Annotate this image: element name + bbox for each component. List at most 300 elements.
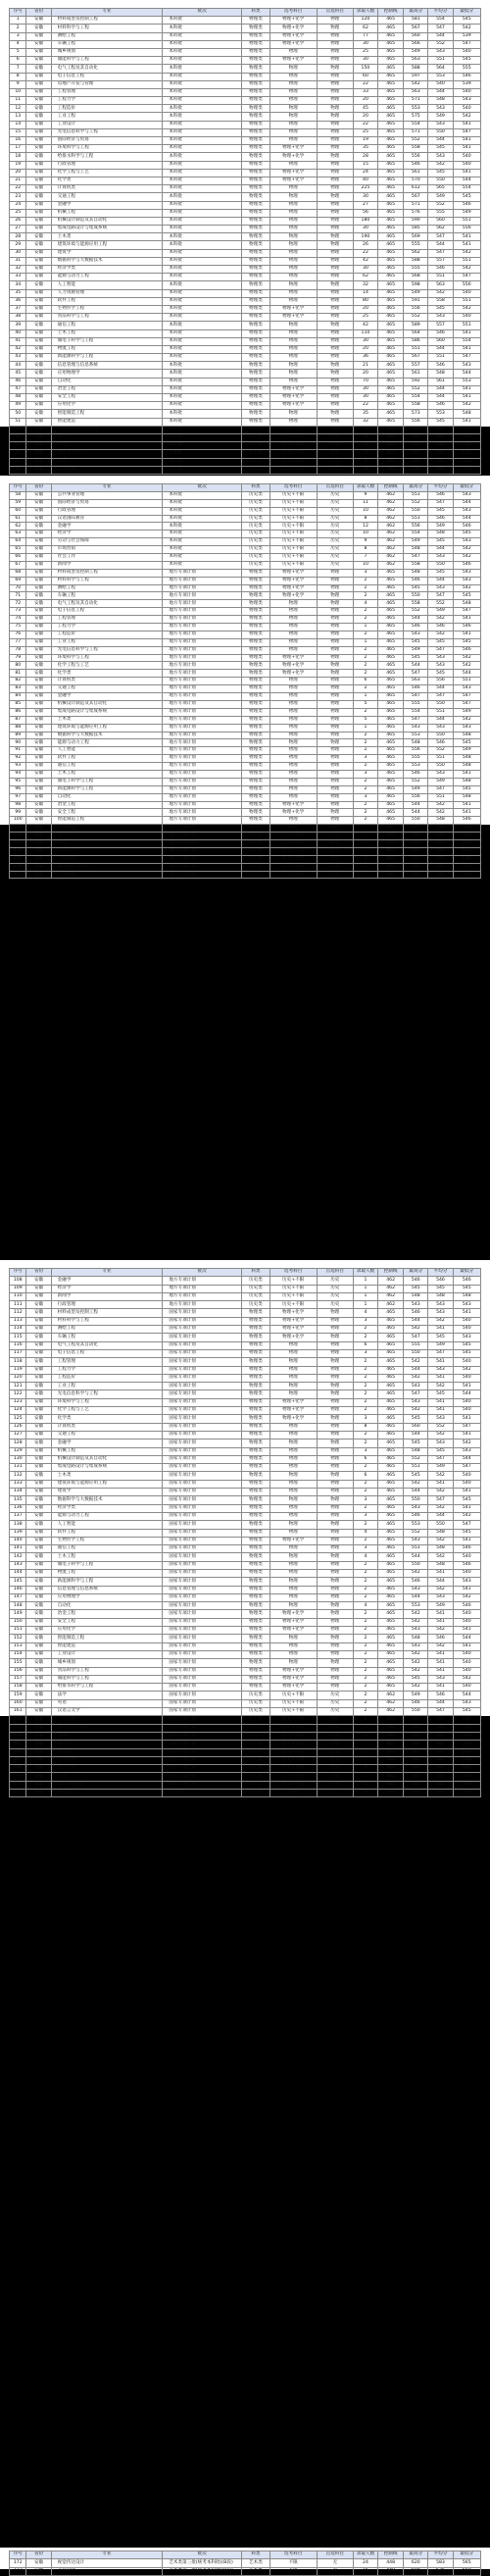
table-cell: 储能科学与工程: [51, 1675, 163, 1683]
table-cell: 76: [10, 631, 26, 638]
table-cell: 544: [404, 616, 428, 624]
table-cell: 物理类: [242, 600, 270, 608]
table-cell: 543: [453, 685, 480, 693]
table-cell: 540: [453, 1667, 480, 1675]
table-cell: 542: [428, 616, 453, 624]
table-cell: 113: [10, 1317, 26, 1325]
table-row: [10, 1334, 481, 1341]
table-cell: 549: [404, 48, 428, 56]
table-cell: 本科批: [163, 177, 242, 184]
table-cell: 物理+化学: [270, 809, 317, 817]
table-cell: 物理类: [242, 1675, 270, 1683]
table-cell: 543: [428, 825, 453, 833]
table-cell: 548: [428, 1545, 453, 1553]
table-cell: 国家专项计划: [163, 1431, 242, 1439]
table-cell: 541: [453, 1627, 480, 1635]
table-cell: 136: [10, 1504, 26, 1512]
table-cell: 物理: [317, 739, 353, 747]
table-cell: 542: [453, 1765, 480, 1773]
table-cell: 77: [10, 638, 26, 646]
table-cell: 465: [378, 362, 404, 370]
table-cell: 安徽: [26, 65, 51, 73]
table-cell: 历史+不限: [270, 871, 317, 879]
table-cell: 544: [404, 662, 428, 670]
table-cell: 465: [378, 1431, 404, 1439]
column-header: 序号: [10, 484, 26, 492]
table-cell: 历史+不限: [270, 1781, 317, 1789]
table-row: [10, 763, 481, 771]
table-cell: 553: [404, 1602, 428, 1610]
column-header: 选考科目: [270, 1269, 317, 1277]
table-cell: 5: [353, 716, 377, 724]
table-cell: 551: [428, 354, 453, 362]
table-cell: 541: [453, 241, 480, 249]
table-row: [10, 1781, 481, 1789]
table-cell: 测绘工程: [51, 1326, 163, 1334]
table-cell: 历史: [317, 855, 353, 863]
table-cell: 545: [453, 1529, 480, 1537]
table-cell: 541: [428, 1407, 453, 1415]
table-row: [10, 128, 481, 136]
table-cell: 历史类: [242, 442, 270, 450]
table-cell: 智能制造工程: [51, 1635, 163, 1642]
table-cell: 545: [453, 1285, 480, 1292]
table-cell: 应用化学: [51, 402, 163, 410]
table-cell: 465: [378, 1618, 404, 1626]
table-cell: 550: [428, 561, 453, 569]
table-cell: 2: [353, 1464, 377, 1472]
table-cell: 20: [353, 345, 377, 353]
table-cell: 历史类: [242, 466, 270, 474]
table-cell: 物理: [317, 793, 353, 801]
table-cell: 物理: [317, 153, 353, 161]
table-row: [10, 48, 481, 56]
table-cell: 465: [378, 785, 404, 793]
table-row: [10, 1366, 481, 1374]
table-cell: 1: [353, 839, 377, 847]
table-cell: 物理类: [242, 1455, 270, 1463]
table-cell: 物理: [270, 1341, 317, 1349]
table-cell: 2: [353, 1431, 377, 1439]
table-cell: 541: [428, 1684, 453, 1692]
table-cell: 81: [10, 670, 26, 678]
table-cell: 542: [404, 80, 428, 88]
table-cell: 548: [404, 1292, 428, 1300]
table-cell: 547: [428, 249, 453, 257]
table-cell: 安徽: [26, 458, 51, 466]
table-cell: 547: [453, 1464, 480, 1472]
table-cell: 465: [378, 1569, 404, 1577]
table-cell: 107: [10, 871, 26, 879]
table-cell: 462: [378, 1285, 404, 1292]
table-cell: 75: [10, 624, 26, 631]
table-row: [10, 249, 481, 257]
table-cell: 97: [10, 793, 26, 801]
table-cell: 安徽: [26, 863, 51, 871]
table-cell: 92: [10, 755, 26, 763]
table-cell: 551: [404, 1464, 428, 1472]
column-header: 录取人数: [353, 1269, 377, 1277]
table-cell: 153: [10, 1642, 26, 1650]
table-cell: 546: [428, 1692, 453, 1699]
table-cell: 465: [378, 354, 404, 362]
table-cell: 552: [428, 433, 453, 441]
table-cell: 541: [453, 345, 480, 353]
table-cell: 462: [378, 546, 404, 554]
table-cell: 物理: [270, 646, 317, 654]
table-cell: 物理: [317, 1415, 353, 1423]
table-cell: 18: [10, 153, 26, 161]
table-cell: 2: [353, 1635, 377, 1642]
table-cell: 543: [404, 1627, 428, 1635]
table-cell: 物理类: [242, 1349, 270, 1357]
table-cell: 541: [453, 1431, 480, 1439]
table-cell: 物理类: [242, 755, 270, 763]
table-cell: 物理: [270, 329, 317, 337]
table-cell: 540: [453, 1610, 480, 1618]
table-cell: 物理: [317, 177, 353, 184]
table-cell: 58: [10, 491, 26, 499]
table-cell: 20: [10, 169, 26, 177]
table-cell: 13: [10, 113, 26, 121]
table-cell: 物理+化学: [270, 1618, 317, 1626]
table-row: [10, 1790, 481, 1797]
table-cell: 物理+化学: [270, 169, 317, 177]
table-cell: 550: [404, 1561, 428, 1569]
table-cell: 物理: [270, 678, 317, 685]
table-cell: 3: [353, 1317, 377, 1325]
table-cell: 物理: [270, 1553, 317, 1561]
table-cell: 物理类: [242, 1398, 270, 1406]
table-row: [10, 724, 481, 732]
table-cell: 金融学: [51, 1440, 163, 1447]
column-header: 控制线: [378, 1269, 404, 1277]
table-row: [10, 354, 481, 362]
table-row: [10, 693, 481, 701]
table-cell: 本科批: [163, 433, 242, 441]
table-cell: 劳动与社会保障: [51, 538, 163, 546]
table-cell: 历史: [317, 466, 353, 474]
table-cell: 465: [378, 608, 404, 616]
table-cell: 物理: [317, 113, 353, 121]
table-row: [10, 809, 481, 817]
table-cell: 541: [428, 1374, 453, 1382]
table-cell: 物理类: [242, 314, 270, 322]
table-cell: 国家专项计划: [163, 1358, 242, 1366]
table-cell: 149: [10, 1610, 26, 1618]
table-cell: 2: [353, 1334, 377, 1341]
table-cell: 547: [404, 670, 428, 678]
table-row: [10, 577, 481, 584]
table-cell: 安徽: [26, 201, 51, 209]
table-cell: 不限: [270, 2567, 317, 2575]
table-cell: 9: [353, 538, 377, 546]
table-cell: 安徽: [26, 1741, 51, 1748]
table-cell: 房地产开发与管理: [51, 80, 163, 88]
table-cell: 465: [378, 1650, 404, 1658]
table-cell: 62: [10, 523, 26, 530]
table-cell: 544: [428, 137, 453, 145]
table-cell: 物理: [317, 32, 353, 40]
table-cell: 国家专项计划: [163, 1545, 242, 1553]
table-cell: 物理: [317, 1423, 353, 1431]
table-cell: 105: [10, 855, 26, 863]
table-cell: 安徽: [26, 1285, 51, 1292]
table-cell: 465: [378, 1659, 404, 1667]
table-cell: 15: [353, 161, 377, 169]
table-cell: 25: [10, 209, 26, 217]
table-cell: 公共事业管理: [51, 491, 163, 499]
table-cell: 物理类: [242, 670, 270, 678]
table-cell: 545: [404, 863, 428, 871]
table-cell: 安徽: [26, 266, 51, 274]
table-cell: 物理: [317, 755, 353, 763]
table-cell: 本科批: [163, 233, 242, 241]
table-cell: 安徽: [26, 169, 51, 177]
table-cell: 465: [378, 654, 404, 662]
table-row: [10, 1537, 481, 1544]
table-row: [10, 1383, 481, 1390]
table-cell: 历史: [317, 1765, 353, 1773]
table-cell: 132: [10, 1472, 26, 1480]
table-cell: 历史+不限: [270, 1732, 317, 1740]
table-cell: 地方专项计划: [163, 1301, 242, 1309]
table-cell: 历史类: [242, 1732, 270, 1740]
table-cell: 2: [353, 577, 377, 584]
table-cell: 544: [453, 499, 480, 507]
table-cell: 物理: [270, 97, 317, 105]
table-cell: 546: [404, 855, 428, 863]
table-cell: 本科批: [163, 507, 242, 515]
table-cell: 国家专项计划: [163, 1489, 242, 1496]
table-cell: 2: [353, 1692, 377, 1699]
table-cell: 国家专项计划: [163, 1627, 242, 1635]
table-cell: 549: [453, 450, 480, 458]
table-cell: 化学工程与工艺: [51, 1407, 163, 1415]
table-cell: 工商管理: [51, 855, 163, 863]
table-cell: 552: [428, 747, 453, 755]
table-cell: 547: [428, 785, 453, 793]
table-cell: 543: [453, 1334, 480, 1341]
table-cell: 465: [378, 1341, 404, 1349]
table-cell: 540: [453, 1374, 480, 1382]
table-cell: 能源与动力工程: [51, 739, 163, 747]
table-cell: 71: [10, 592, 26, 600]
column-header: 平均分: [428, 9, 453, 17]
table-row: [10, 1586, 481, 1593]
table-cell: 465: [378, 1667, 404, 1675]
table-cell: 465: [378, 631, 404, 638]
table-cell: 2: [353, 1716, 377, 1724]
table-cell: 22: [353, 402, 377, 410]
table-cell: 材料科学与工程: [51, 25, 163, 32]
table-cell: 541: [453, 1642, 480, 1650]
table-cell: 50: [10, 410, 26, 418]
table-cell: 物理: [270, 217, 317, 225]
table-cell: 547: [404, 1334, 428, 1341]
table-cell: 544: [404, 1431, 428, 1439]
table-cell: 安徽: [26, 2559, 51, 2567]
table-cell: 经济学: [51, 1741, 163, 1748]
table-cell: 国家专项计划: [163, 1374, 242, 1382]
table-cell: 自动化: [51, 378, 163, 385]
table-cell: 物理: [270, 1423, 317, 1431]
table-cell: 汉语言文学: [51, 1708, 163, 1716]
table-cell: 物理类: [242, 646, 270, 654]
table-cell: 安徽: [26, 466, 51, 474]
table-cell: 546: [428, 739, 453, 747]
table-row: [10, 491, 481, 499]
table-cell: 历史类: [242, 554, 270, 562]
table-cell: 542: [428, 1627, 453, 1635]
table-cell: 546: [404, 685, 428, 693]
table-cell: 158: [10, 1684, 26, 1692]
table-row: [10, 569, 481, 577]
table-cell: 地方专项计划: [163, 716, 242, 724]
table-cell: 557: [404, 362, 428, 370]
table-cell: 地方专项计划: [163, 624, 242, 631]
table-cell: 历史+不限: [270, 491, 317, 499]
column-header: 录取人数: [353, 484, 377, 492]
table-cell: 安徽: [26, 257, 51, 265]
table-cell: 558: [404, 402, 428, 410]
table-cell: 安徽: [26, 378, 51, 385]
table-cell: 本科批: [163, 226, 242, 233]
table-cell: 物理类: [242, 378, 270, 385]
table-cell: 安徽: [26, 17, 51, 25]
table-cell: 1: [353, 1773, 377, 1781]
table-cell: 电气工程及其自动化: [51, 1341, 163, 1349]
table-cell: 465: [378, 1537, 404, 1544]
table-cell: 542: [453, 1675, 480, 1683]
table-cell: 给排水科学与工程: [51, 153, 163, 161]
table-cell: 工程力学: [51, 97, 163, 105]
table-cell: 食品科学与工程: [51, 314, 163, 322]
table-cell: 物理: [317, 1529, 353, 1537]
table-cell: 物理: [317, 1496, 353, 1504]
table-cell: 地方专项计划: [163, 678, 242, 685]
table-cell: 物理+化学: [270, 662, 317, 670]
table-cell: 安徽: [26, 1699, 51, 1707]
table-cell: 550: [404, 1349, 428, 1357]
table-cell: 4: [353, 1553, 377, 1561]
table-cell: 30: [353, 394, 377, 402]
table-cell: 历史: [317, 1732, 353, 1740]
table-cell: 艺术类: [242, 1790, 270, 1797]
table-cell: 物理: [270, 1593, 317, 1601]
table-cell: 物理: [317, 693, 353, 701]
table-cell: 本科批: [163, 297, 242, 305]
table-cell: 168: [10, 1765, 26, 1773]
table-cell: 视觉传达设计: [51, 2559, 163, 2567]
table-cell: 540: [453, 1659, 480, 1667]
table-row: [10, 662, 481, 670]
table-cell: 工程管理: [51, 616, 163, 624]
table-cell: 4: [353, 1309, 377, 1317]
table-cell: 化学工程与工艺: [51, 662, 163, 670]
table-cell: 物理类: [242, 233, 270, 241]
table-cell: 542: [428, 1553, 453, 1561]
table-cell: 116: [10, 1341, 26, 1349]
table-cell: 物理: [317, 1521, 353, 1529]
table-cell: 物理类: [242, 226, 270, 233]
table-cell: 国家专项计划: [163, 1561, 242, 1569]
table-cell: 物理: [270, 161, 317, 169]
table-cell: 465: [378, 314, 404, 322]
table-cell: 物理+化学: [270, 584, 317, 592]
table-cell: 物理类: [242, 1642, 270, 1650]
table-cell: 安徽: [26, 1489, 51, 1496]
table-cell: 物理: [317, 128, 353, 136]
table-cell: 物理: [317, 600, 353, 608]
table-cell: 542: [453, 1756, 480, 1764]
table-cell: 542: [428, 801, 453, 809]
table-cell: 80: [10, 662, 26, 670]
table-cell: 12: [10, 105, 26, 113]
table-cell: 物理: [317, 624, 353, 631]
table-cell: 物理类: [242, 1317, 270, 1325]
table-cell: 8: [353, 1423, 377, 1431]
table-cell: 562: [404, 249, 428, 257]
table-row: [10, 1773, 481, 1781]
table-row: [10, 345, 481, 353]
table-cell: 物理: [317, 314, 353, 322]
table-cell: 物理类: [242, 322, 270, 329]
table-cell: 国家专项计划: [163, 1349, 242, 1357]
table-cell: 543: [404, 1398, 428, 1406]
table-cell: 经济学类: [51, 266, 163, 274]
table-cell: 物理: [317, 1618, 353, 1626]
table-cell: 物理+化学: [270, 394, 317, 402]
table-cell: 国家专项计划: [163, 1773, 242, 1781]
table-cell: 地方专项计划: [163, 638, 242, 646]
table-cell: 国家专项计划: [163, 1650, 242, 1658]
table-cell: 法学: [51, 1692, 163, 1699]
table-cell: 历史+不限: [270, 1692, 317, 1699]
table-cell: 历史: [317, 1781, 353, 1789]
table-cell: 物理: [270, 1545, 317, 1553]
table-cell: 119: [10, 1366, 26, 1374]
table-cell: 历史类: [242, 546, 270, 554]
table-cell: 物理: [317, 201, 353, 209]
table-cell: 1: [353, 624, 377, 631]
table-cell: 安徽: [26, 1317, 51, 1325]
table-cell: 43: [10, 354, 26, 362]
table-cell: 41: [10, 337, 26, 345]
table-cell: 38: [10, 314, 26, 322]
table-cell: 历史+不限: [270, 1292, 317, 1300]
table-cell: 历史+不限: [270, 515, 317, 523]
table-cell: 安徽: [26, 57, 51, 65]
table-cell: 2: [353, 708, 377, 716]
table-cell: 物理类: [242, 410, 270, 418]
table-cell: 本科批: [163, 137, 242, 145]
table-cell: 物理: [270, 266, 317, 274]
table-cell: 551: [453, 297, 480, 305]
table-cell: 物理: [317, 1374, 353, 1382]
table-cell: 物理: [270, 1480, 317, 1488]
table-cell: 地方专项计划: [163, 584, 242, 592]
table-cell: 材料科学与工程: [51, 1317, 163, 1325]
table-cell: 新闻学: [51, 1748, 163, 1756]
table-cell: 61: [10, 515, 26, 523]
table-cell: 安徽: [26, 289, 51, 297]
table-cell: 汉语言文学: [51, 847, 163, 855]
table-cell: 物理: [270, 778, 317, 785]
table-cell: 142: [10, 1553, 26, 1561]
table-cell: 546: [453, 1545, 480, 1553]
table-cell: 物理: [317, 1472, 353, 1480]
